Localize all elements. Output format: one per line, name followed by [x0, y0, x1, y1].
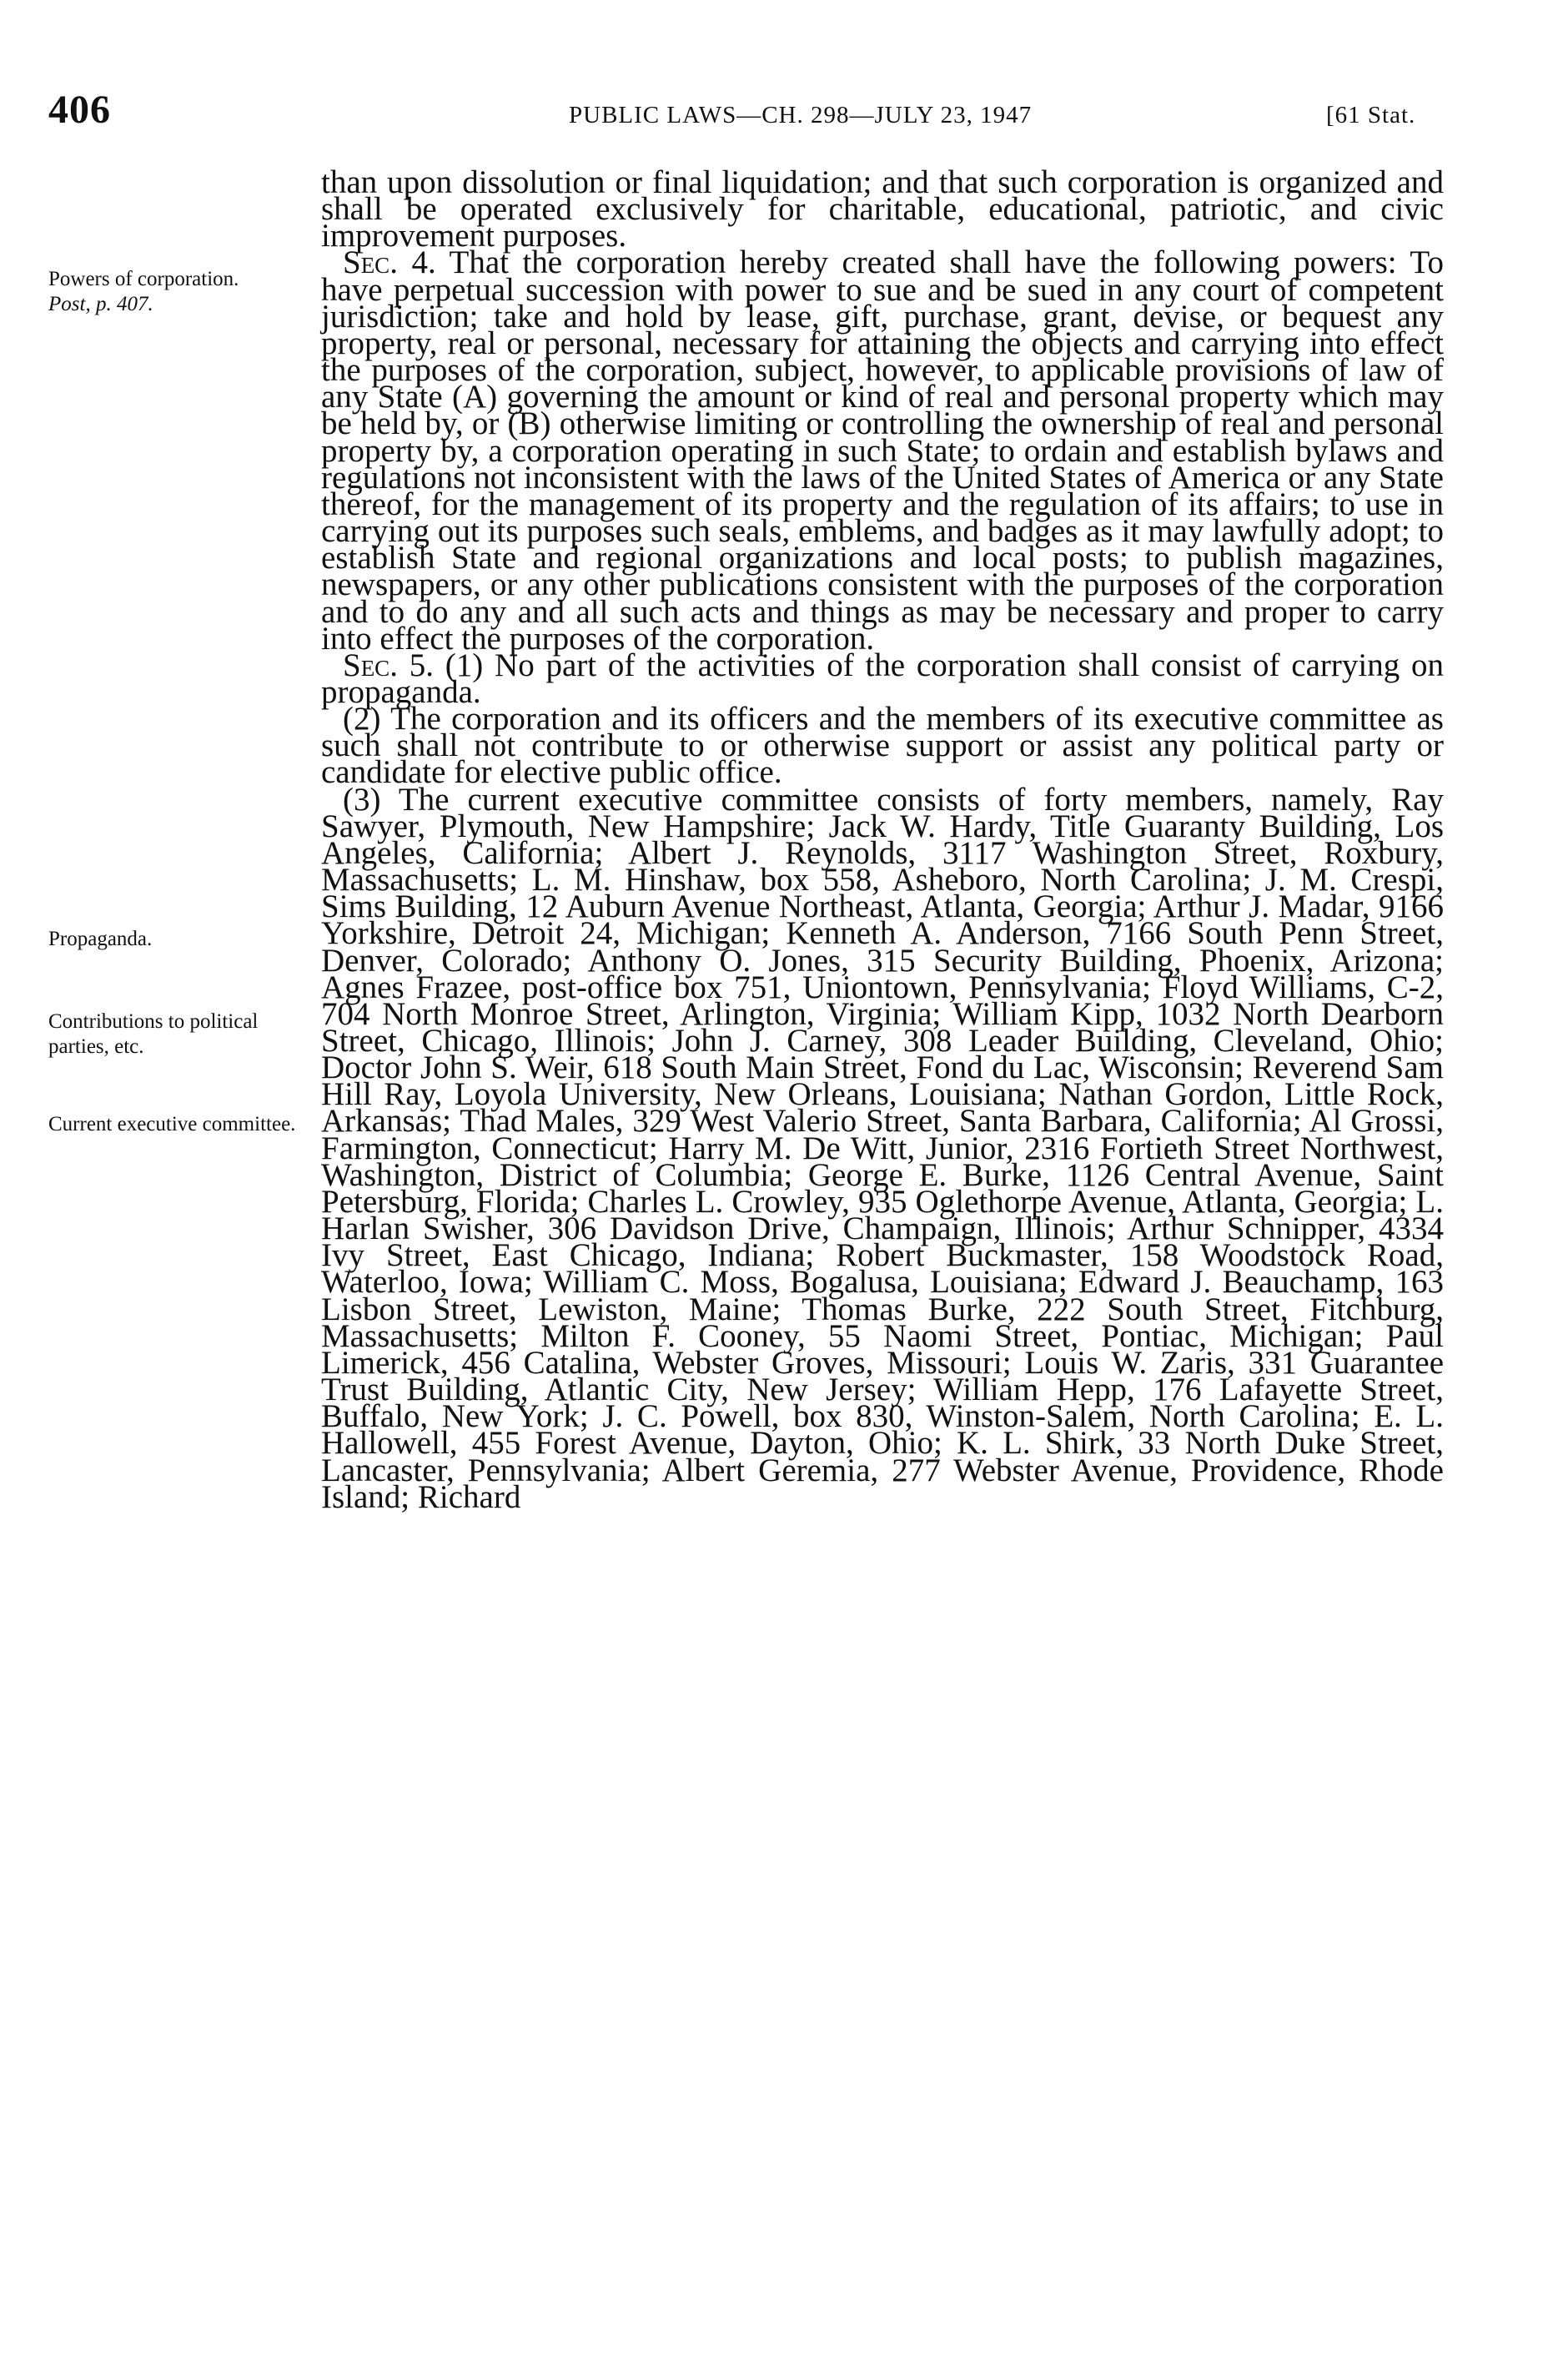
section-5	[321, 647, 1445, 710]
page-number: 406	[48, 88, 111, 132]
section-text: (1) No part of the activities of the corporation shall consist of carrying on propaganda.	[321, 647, 1445, 710]
margin-note-text: Contributions to political parties, etc.	[48, 1010, 259, 1058]
body-text	[321, 164, 1445, 1515]
paragraph-executive-committee: (3) The current executive committee consists of forty members, namely, Ray Sawyer, Plymouth, New Hampshire; Jack W. Hardy, Title Guaranty Building, Los Angeles, California; Albert J. Reynolds, 3117 Washington Street, Roxbury, Massachusetts; L. M. Hinshaw, box 558, Asheboro, North Carolina; J. M. Crespi, Sims Building, 12 Auburn Avenue Northeast, Atlanta, Georgia; Arthur J. Madar, 9166 Yorkshire, Detroit 24, Michigan; Kenneth A. Anderson, 7166 South Penn Street, Denver, Colorado; Anthony O. Jones, 315 Security Building, Phoenix, Arizona; Agnes Frazee, post-office box 751, Uniontown, Pennsylvania; Floyd Williams, C-2, 704 North Monroe Street, Arlington, Virginia; William Kipp, 1032 North Dearborn Street, Chicago, Illinois; John J. Carney, 308 Leader Building, Cleveland, Ohio; Doctor John S. Weir, 618 South Main Street, Fond du Lac, Wisconsin; Reverend Sam Hill Ray, Loyola University, New Orleans, Louisiana; Nathan Gordon, Little Rock, Arkansas; Thad Males, 329 West Valerio Street, Santa Barbara, California; Al Grossi, Farmington, Connecticut; Harry M. De Witt, Junior, 2316 Fortieth Street Northwest, Washington, District of Columbia; George E. Burke, 1126 Central Avenue, Saint Petersburg, Florida; Charles L. Crowley, 935 Oglethorpe Avenue, Atlanta, Georgia; L. Harlan Swisher, 306 Davidson Drive, Champaign, Illinois; Arthur Schnipper, 4334 Ivy Street, East Chicago, Indiana; Robert Buckmaster, 158 Woodstock Road, Waterloo, Iowa; William C. Moss, Bogalusa, Louisiana; Edward J. Beauchamp, 163 Lisbon Street, Lewiston, Maine; Thomas Burke, 222 South Street, Fitchburg, Massachusetts; Milton F. Cooney, 55 Naomi Street, Pontiac, Michigan; Paul Limerick, 456 Catalina, Webster Groves, Missouri; Louis W. Zaris, 331 Guarantee Trust Building, Atlantic City, New Jersey; William Hepp, 176 Lafayette Street, Buffalo, New York; J. C. Powell, box 830, Winston-Salem, North Carolina; E. L. Hallowell, 455 Forest Avenue, Dayton, Ohio; K. L. Shirk, 33 North Duke Street, Lancaster, Pennsylvania; Albert Geremia, 277 Webster Avenue, Providence, Rhode Island; Richard	[321, 781, 1444, 1515]
margin-note-reference: Post, p. 407.	[48, 293, 153, 315]
margin-note-text: Powers of corporation.	[48, 268, 239, 290]
running-head: PUBLIC LAWS—CH. 298—JULY 23, 1947	[569, 102, 1033, 128]
margin-note-propaganda	[48, 927, 324, 952]
page-header	[48, 87, 1433, 137]
section-text: That the corporation hereby created shall have the following powers: To have perpetual succession with power to sue and be sued in any court of competent jurisdiction; take and hold by lease, gift, purchase, grant, devise, or bequest any property, real or personal, necessary for attaining the objects and carrying into effect the purposes of the corporation, subject, however, to applicable provisions of law of any State (A) governing the amount or kind of real and personal property which may be held by, or (B) otherwise limiting or controlling the ownership of real and personal property by, a corporation operating in such State; to ordain and establish bylaws and regulations not inconsistent with the laws of the United States of America or any State thereof, for the management of its property and the regulation of its affairs; to use in carrying out its purposes such seals, emblems, and badges as it may lawfully adopt; to establish State and regional organizations and local posts; to publish magazines, newspapers, or any other publications consistent with the purposes of the corporation and to do any and all such acts and things as may be necessary and proper to carry into effect the purposes of the corporation.	[321, 244, 1444, 657]
section-label: Sec. 4.	[343, 244, 436, 281]
margin-note-powers	[48, 267, 324, 317]
statute-reference: [61 Stat.	[1326, 102, 1416, 128]
paragraph-continuation: than upon dissolution or final liquidation; and that such corporation is organized and shall be operated exclusively for charitable, educational, patriotic, and civic improvement purposes.	[321, 164, 1444, 254]
paragraph-contributions: (2) The corporation and its officers and the members of its executive committee as such shall not contribute to or otherwise support or assist any political party or candidate for elective public office.	[321, 701, 1444, 791]
margin-note-contributions	[48, 1009, 324, 1060]
margin-note-text: Propaganda.	[48, 928, 153, 950]
section-label: Sec. 5.	[343, 647, 434, 683]
margin-note-text: Current executive committee.	[48, 1113, 296, 1135]
section-4	[321, 244, 1444, 657]
margin-note-executive-committee	[48, 1112, 324, 1137]
